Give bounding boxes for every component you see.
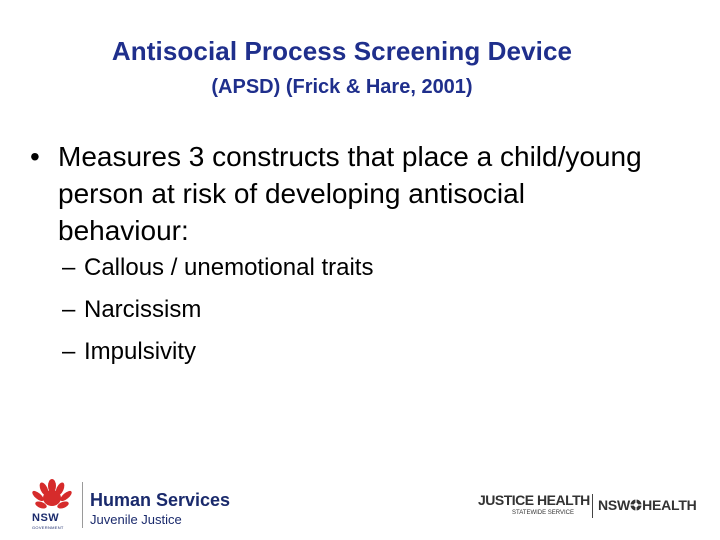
dash-marker: –	[62, 254, 76, 281]
justice-health-name: JUSTICE HEALTH	[478, 492, 590, 508]
waratah-icon	[32, 478, 72, 512]
slide-title: Antisocial Process Screening Device	[111, 36, 573, 66]
nsw-health-logo	[598, 497, 697, 513]
juvenile-justice-text: Juvenile Justice	[90, 512, 182, 527]
sub-item-callous	[62, 254, 373, 282]
sub-item-narcissism	[62, 296, 201, 324]
justice-health-divider	[592, 494, 593, 518]
nsw-health-left: NSW	[598, 497, 631, 513]
dash-marker: –	[62, 296, 76, 323]
nsw-government-small-text: GOVERNMENT	[32, 525, 64, 530]
logo-divider	[82, 482, 83, 528]
human-services-name: Human Services	[90, 490, 231, 510]
nsw-health-right: HEALTH	[642, 497, 697, 513]
sub-item-text: Narcissism	[84, 296, 202, 323]
bullet-text: Measures 3 constructs that place a child/young person at risk of developing antisocial behaviour:	[58, 141, 642, 246]
bullet-marker: •	[30, 141, 40, 172]
nsw-text: NSW	[32, 512, 60, 524]
dash-marker: –	[62, 338, 76, 365]
sub-item-text: Callous / unemotional traits	[84, 254, 374, 281]
statewide-service-text: STATEWIDE SERVICE	[512, 510, 575, 516]
sub-item-text: Impulsivity	[84, 338, 197, 365]
slide-subtitle: (APSD) (Frick & Hare, 2001)	[211, 76, 473, 98]
sub-item-impulsivity	[62, 338, 196, 366]
nsw-government-logo	[26, 476, 78, 532]
waratah-mini-icon	[630, 499, 642, 511]
